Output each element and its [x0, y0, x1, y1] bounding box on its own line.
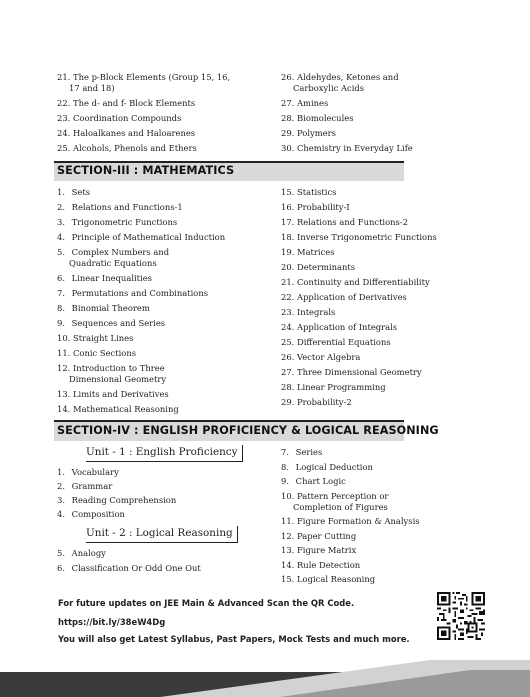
item-text: Continuity and Differentiability — [294, 277, 430, 287]
item-number: 1. — [57, 467, 65, 477]
item-number: 17. — [281, 217, 295, 227]
item-number: 18. — [281, 232, 295, 242]
item-text: Figure Formation & Analysis — [294, 516, 420, 526]
item-text: Amines — [294, 98, 329, 108]
item-number: 8. — [57, 303, 65, 313]
list-item — [57, 389, 169, 400]
item-number: 30. — [281, 143, 295, 153]
list-item — [281, 277, 430, 288]
item-number: 10. — [57, 333, 71, 343]
item-text: Carboxylic Acids — [293, 83, 365, 93]
unit-2-heading: Unit - 2 : Logical Reasoning — [86, 526, 238, 543]
list-item — [281, 202, 350, 213]
item-text: Mathematical Reasoning — [70, 404, 179, 414]
list-item — [281, 491, 388, 513]
unit-1-heading: Unit - 1 : English Proficiency — [86, 445, 243, 462]
item-number: 10. — [281, 490, 295, 501]
list-item — [57, 288, 208, 299]
item-text: The d- and f- Block Elements — [70, 98, 196, 108]
item-number: 9. — [57, 318, 65, 328]
section-3-title: SECTION-III : MATHEMATICS — [57, 164, 235, 177]
list-item — [57, 303, 150, 314]
item-text: Sets — [69, 187, 91, 197]
list-item — [281, 128, 336, 139]
list-item — [281, 447, 322, 458]
item-number: 12. — [57, 363, 71, 373]
list-item — [281, 262, 355, 273]
item-number: 13. — [57, 389, 71, 399]
list-item — [281, 337, 391, 348]
list-item — [281, 397, 352, 408]
item-number: 22. — [57, 98, 71, 108]
item-number: 16. — [281, 202, 295, 212]
item-text: Inverse Trigonometric Functions — [294, 232, 437, 242]
qr-code-icon[interactable] — [437, 592, 485, 640]
list-item — [57, 187, 90, 198]
item-text: Composition — [69, 509, 125, 519]
list-item — [281, 187, 336, 198]
list-item — [57, 217, 177, 228]
item-number: 4. — [57, 232, 65, 242]
item-text: Series — [293, 447, 323, 457]
footer-decorative-band — [0, 660, 530, 697]
list-item — [57, 128, 195, 139]
item-number: 29. — [281, 397, 295, 407]
item-text: Classification Or Odd One Out — [69, 563, 201, 573]
item-number: 21. — [281, 277, 295, 287]
item-text: Pattern Perception or — [294, 490, 389, 501]
list-item — [57, 363, 166, 385]
item-text: Dimensional Geometry — [69, 374, 167, 384]
item-text: Permutations and Combinations — [69, 288, 209, 298]
item-number: 12. — [281, 530, 295, 541]
list-item — [57, 247, 169, 269]
item-text: Figure Matrix — [294, 545, 357, 555]
item-text: The p-Block Elements (Group 15, 16, — [70, 72, 231, 82]
list-item — [57, 318, 165, 329]
item-text: Introduction to Three — [70, 363, 165, 373]
list-item — [281, 560, 360, 571]
item-text: Binomial Theorem — [69, 303, 150, 313]
item-text: Analogy — [69, 548, 106, 558]
item-text: Three Dimensional Geometry — [294, 367, 422, 377]
item-text: Application of Derivatives — [294, 292, 407, 302]
list-item — [281, 217, 408, 228]
item-number: 15. — [281, 187, 295, 197]
list-item — [57, 113, 181, 124]
item-text: Vector Algebra — [294, 352, 361, 362]
item-text: Linear Programming — [294, 382, 386, 392]
item-number: 21. — [57, 72, 71, 82]
item-text: Vocabulary — [69, 467, 119, 477]
list-item — [57, 143, 197, 154]
list-item — [281, 292, 407, 303]
list-item — [57, 273, 152, 284]
list-item — [281, 322, 397, 333]
list-item — [281, 476, 346, 487]
item-number: 11. — [281, 516, 295, 526]
item-text: Reading Comprehension — [69, 495, 177, 505]
item-text: Matrices — [294, 247, 335, 257]
item-number: 2. — [57, 481, 65, 491]
item-text: Completion of Figures — [293, 501, 388, 512]
item-text: Biomolecules — [294, 113, 354, 123]
item-text: Application of Integrals — [294, 322, 398, 332]
item-number: 25. — [57, 143, 71, 153]
item-text: Alcohols, Phenols and Ethers — [70, 143, 197, 153]
list-item — [281, 531, 356, 542]
item-number: 13. — [281, 545, 295, 555]
item-text: Polymers — [294, 128, 336, 138]
item-number: 28. — [281, 382, 295, 392]
item-number: 26. — [281, 352, 295, 362]
item-text: Coordination Compounds — [70, 113, 182, 123]
list-item — [281, 232, 437, 243]
item-number: 23. — [281, 307, 295, 317]
item-number: 9. — [281, 476, 289, 486]
item-number: 26. — [281, 72, 295, 82]
list-item — [57, 348, 136, 359]
list-item — [281, 367, 422, 378]
list-item — [57, 98, 195, 109]
item-number: 28. — [281, 113, 295, 123]
list-item — [281, 307, 335, 318]
list-item — [57, 232, 225, 243]
item-number: 15. — [281, 574, 295, 584]
item-text: Quadratic Equations — [69, 258, 157, 268]
item-text: Linear Inequalities — [69, 273, 152, 283]
list-item — [281, 516, 420, 527]
item-text: Straight Lines — [70, 333, 134, 343]
list-item — [281, 247, 335, 258]
item-text: Differential Equations — [294, 337, 391, 347]
item-number: 8. — [281, 461, 289, 472]
item-number: 22. — [281, 292, 295, 302]
item-text: Limits and Derivatives — [70, 389, 169, 399]
item-number: 1. — [57, 187, 65, 197]
item-text: Chemistry in Everyday Life — [294, 143, 413, 153]
item-number: 11. — [57, 348, 71, 358]
list-item — [281, 113, 354, 124]
item-text: Aldehydes, Ketones and — [294, 72, 399, 82]
list-item — [281, 382, 386, 393]
item-number: 19. — [281, 247, 295, 257]
list-item — [281, 98, 328, 109]
item-number: 3. — [57, 495, 65, 505]
item-number: 7. — [57, 288, 65, 298]
item-number: 23. — [57, 113, 71, 123]
item-number: 6. — [57, 563, 65, 573]
list-item — [281, 352, 360, 363]
item-text: Integrals — [294, 307, 336, 317]
list-item — [57, 467, 119, 478]
item-text: Relations and Functions-2 — [294, 217, 408, 227]
list-item — [57, 481, 112, 492]
item-text: Conic Sections — [70, 348, 137, 358]
footer-update-note: For future updates on JEE Main & Advanced Scan the QR Code. — [58, 598, 355, 608]
list-item — [281, 462, 373, 473]
item-text: Probability-I — [294, 202, 350, 212]
item-number: 4. — [57, 509, 65, 519]
list-item — [57, 202, 183, 213]
list-item — [57, 509, 125, 520]
item-text: Relations and Functions-1 — [69, 202, 183, 212]
list-item — [57, 548, 106, 559]
list-item — [57, 404, 179, 415]
item-number: 14. — [281, 559, 295, 570]
item-text: Trigonometric Functions — [69, 217, 178, 227]
item-text: Determinants — [294, 262, 356, 272]
item-number: 27. — [281, 367, 295, 377]
list-item — [281, 143, 413, 154]
item-number: 29. — [281, 128, 295, 138]
item-text: Grammar — [69, 481, 113, 491]
item-number: 25. — [281, 337, 295, 347]
item-number: 2. — [57, 202, 65, 212]
section-4-title: SECTION-IV : ENGLISH PROFICIENCY & LOGICAL REASONING — [57, 424, 439, 437]
footer-link[interactable]: https://bit.ly/38eW4Dg — [58, 617, 166, 627]
list-item — [281, 574, 375, 585]
item-text: Logical Deduction — [293, 461, 373, 472]
item-number: 5. — [57, 247, 65, 257]
item-text: Sequences and Series — [69, 318, 166, 328]
item-text: Statistics — [294, 187, 337, 197]
item-text: 17 and 18) — [69, 83, 115, 93]
item-number: 24. — [57, 128, 71, 138]
item-number: 24. — [281, 322, 295, 332]
item-text: Rule Detection — [294, 559, 361, 570]
item-number: 3. — [57, 217, 65, 227]
item-text: Paper Cutting — [294, 530, 357, 541]
footer-extra-note: You will also get Latest Syllabus, Past Papers, Mock Tests and much more. — [58, 634, 410, 644]
list-item — [281, 545, 356, 556]
list-item — [281, 72, 399, 94]
item-number: 6. — [57, 273, 65, 283]
item-text: Haloalkanes and Haloarenes — [70, 128, 196, 138]
item-text: Logical Reasoning — [294, 574, 376, 584]
item-text: Chart Logic — [293, 476, 346, 486]
item-number: 5. — [57, 548, 65, 558]
item-text: Probability-2 — [294, 397, 352, 407]
list-item — [57, 72, 230, 94]
item-text: Principle of Mathematical Induction — [69, 232, 226, 242]
item-number: 14. — [57, 404, 71, 414]
item-text: Complex Numbers and — [69, 247, 170, 257]
list-item — [57, 495, 176, 506]
item-number: 20. — [281, 262, 295, 272]
list-item — [57, 563, 201, 574]
item-number: 7. — [281, 447, 289, 457]
item-number: 27. — [281, 98, 295, 108]
list-item — [57, 333, 133, 344]
